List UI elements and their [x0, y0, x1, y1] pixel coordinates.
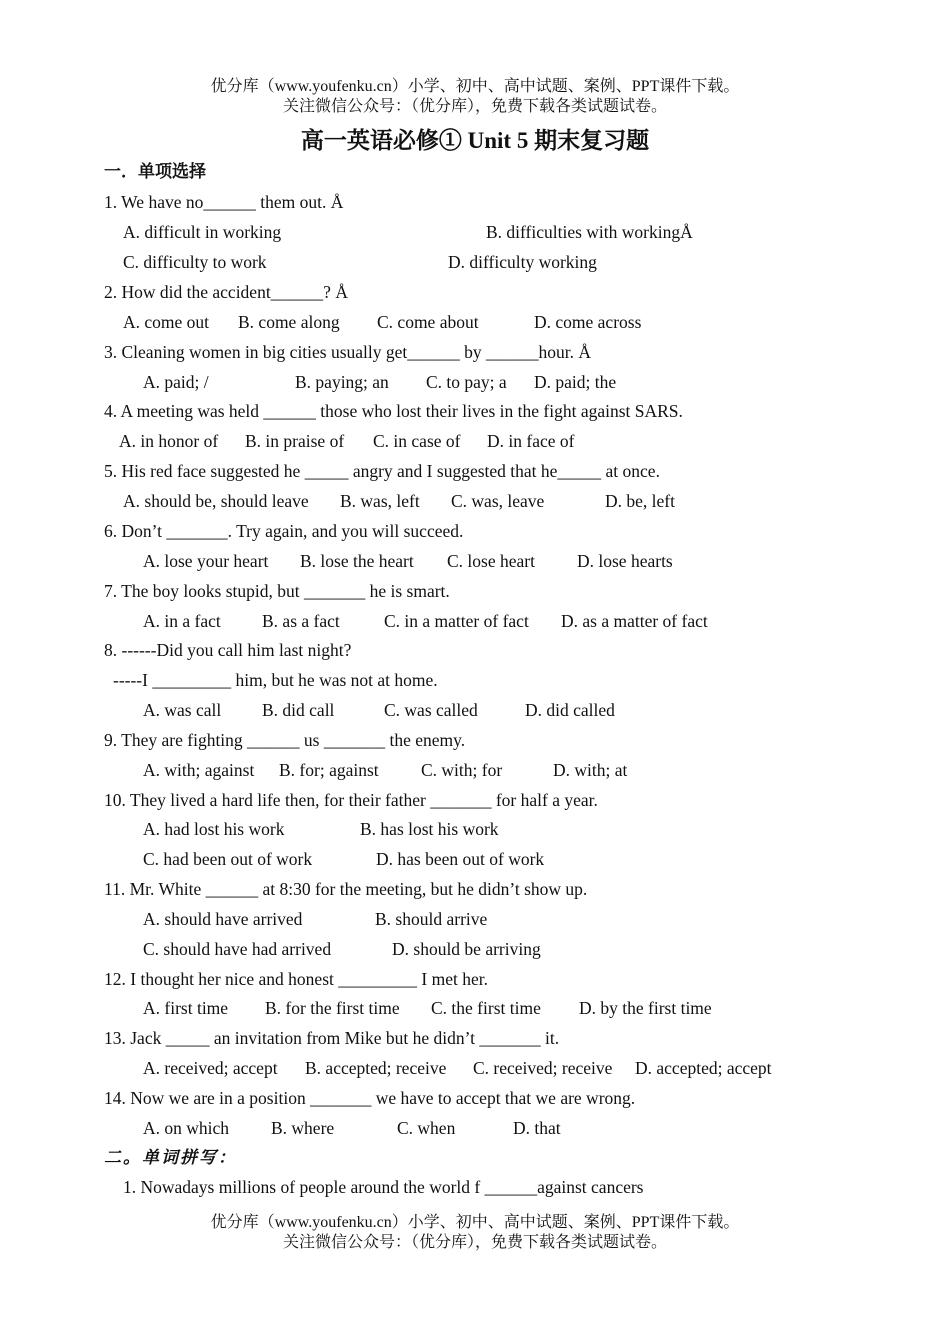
option-a: A. was call	[143, 700, 222, 720]
option-b: B. difficulties with workingÅ	[486, 222, 693, 242]
option-b: B. where	[271, 1118, 335, 1138]
option-c: C. to pay; a	[426, 372, 507, 392]
option-d: D. as a matter of fact	[561, 611, 708, 631]
footer-line-1: 优分库（www.youfenku.cn）小学、初中、高中试题、案例、PPT课件下载。	[210, 1214, 740, 1231]
option-a: A. paid; /	[143, 372, 209, 392]
option-a: A. in a fact	[143, 611, 221, 631]
option-d: D. come across	[534, 312, 642, 332]
option-b: B. was, left	[340, 491, 420, 511]
option-c: C. was, leave	[451, 491, 545, 511]
page-header	[0, 77, 950, 117]
option-a: A. in honor of	[119, 431, 219, 451]
option-d: D. difficulty working	[448, 252, 597, 272]
footer-line-2: 关注微信公众号：（优分库），免费下载各类试题试卷。	[282, 1234, 667, 1251]
question-5: 5. His red face suggested he _____ angry and I suggested that he_____ at once.	[104, 461, 660, 481]
option-a: A. received; accept	[143, 1058, 278, 1078]
option-a: A. difficult in working	[123, 222, 282, 242]
option-c: C. was called	[384, 700, 478, 720]
option-a: A. on which	[143, 1118, 230, 1138]
question-6: 6. Don’t _______. Try again, and you will succeed.	[104, 521, 464, 541]
option-c: C. the first time	[431, 998, 541, 1018]
option-b: B. should arrive	[375, 909, 488, 929]
option-b: B. did call	[262, 700, 335, 720]
section-1-heading: 一．单项选择	[104, 162, 206, 181]
question-7: 7. The boy looks stupid, but _______ he is smart.	[104, 581, 450, 601]
option-a: A. with; against	[143, 760, 255, 780]
question-4: 4. A meeting was held ______ those who lost their lives in the fight against SARS.	[104, 401, 683, 421]
option-c: C. lose heart	[447, 551, 535, 571]
question-14: 14. Now we are in a position _______ we have to accept that we are wrong.	[104, 1088, 636, 1108]
question-1: 1. We have no______ them out. Å	[104, 192, 344, 212]
option-d: D. in face of	[487, 431, 575, 451]
question-8: 8. ------Did you call him last night?	[104, 640, 352, 660]
option-a: A. come out	[123, 312, 210, 332]
question-11: 11. Mr. White ______ at 8:30 for the meeting, but he didn’t show up.	[104, 879, 588, 899]
option-d: D. that	[513, 1118, 561, 1138]
question-9: 9. They are fighting ______ us _______ the enemy.	[104, 730, 466, 750]
option-d: D. has been out of work	[376, 849, 545, 869]
option-b: B. has lost his work	[360, 819, 499, 839]
option-d: D. be, left	[605, 491, 675, 511]
option-c: C. with; for	[421, 760, 503, 780]
option-d: D. by the first time	[579, 998, 712, 1018]
question-3: 3. Cleaning women in big cities usually get______ by ______hour. Å	[104, 342, 592, 362]
question-12: 12. I thought her nice and honest _________ I met her.	[104, 969, 488, 989]
option-a: A. first time	[143, 998, 229, 1018]
spelling-item-1: 1. Nowadays millions of people around the world f ______against cancers	[123, 1177, 644, 1197]
option-d: D. did called	[525, 700, 615, 720]
option-d: D. with; at	[553, 760, 628, 780]
option-a: A. should have arrived	[143, 909, 303, 929]
option-b: B. come along	[238, 312, 340, 332]
option-b: B. for; against	[279, 760, 379, 780]
question-2: 2. How did the accident______? Å	[104, 282, 348, 302]
option-c: C. in a matter of fact	[384, 611, 529, 631]
option-d: D. lose hearts	[577, 551, 673, 571]
header-line-1: 优分库（www.youfenku.cn）小学、初中、高中试题、案例、PPT课件下载。	[210, 78, 740, 95]
option-d: D. paid; the	[534, 372, 617, 392]
option-d: D. accepted; accept	[635, 1058, 772, 1078]
option-a: A. should be, should leave	[123, 491, 309, 511]
option-c: C. should have had arrived	[143, 939, 332, 959]
option-c: C. had been out of work	[143, 849, 313, 869]
option-c: C. when	[397, 1118, 456, 1138]
header-line-2: 关注微信公众号：（优分库），免费下载各类试题试卷。	[282, 98, 667, 115]
option-b: B. paying; an	[295, 372, 389, 392]
option-c: C. in case of	[373, 431, 461, 451]
question-10: 10. They lived a hard life then, for their father _______ for half a year.	[104, 790, 598, 810]
option-b: B. as a fact	[262, 611, 340, 631]
option-c: C. difficulty to work	[123, 252, 267, 272]
option-d: D. should be arriving	[392, 939, 541, 959]
page-title: 高一英语必修① Unit 5 期末复习题	[300, 128, 650, 153]
option-b: B. in praise of	[245, 431, 345, 451]
option-c: C. received; receive	[473, 1058, 613, 1078]
option-a: A. had lost his work	[143, 819, 285, 839]
page-footer	[0, 1213, 950, 1253]
question-13: 13. Jack _____ an invitation from Mike but he didn’t _______ it.	[104, 1028, 560, 1048]
option-b: B. for the first time	[265, 998, 400, 1018]
section-2-heading: 二。单词拼写：	[104, 1148, 237, 1167]
option-a: A. lose your heart	[143, 551, 269, 571]
option-b: B. lose the heart	[300, 551, 414, 571]
option-c: C. come about	[377, 312, 479, 332]
option-b: B. accepted; receive	[305, 1058, 447, 1078]
question-8-line-2: -----I _________ him, but he was not at home.	[113, 670, 438, 690]
